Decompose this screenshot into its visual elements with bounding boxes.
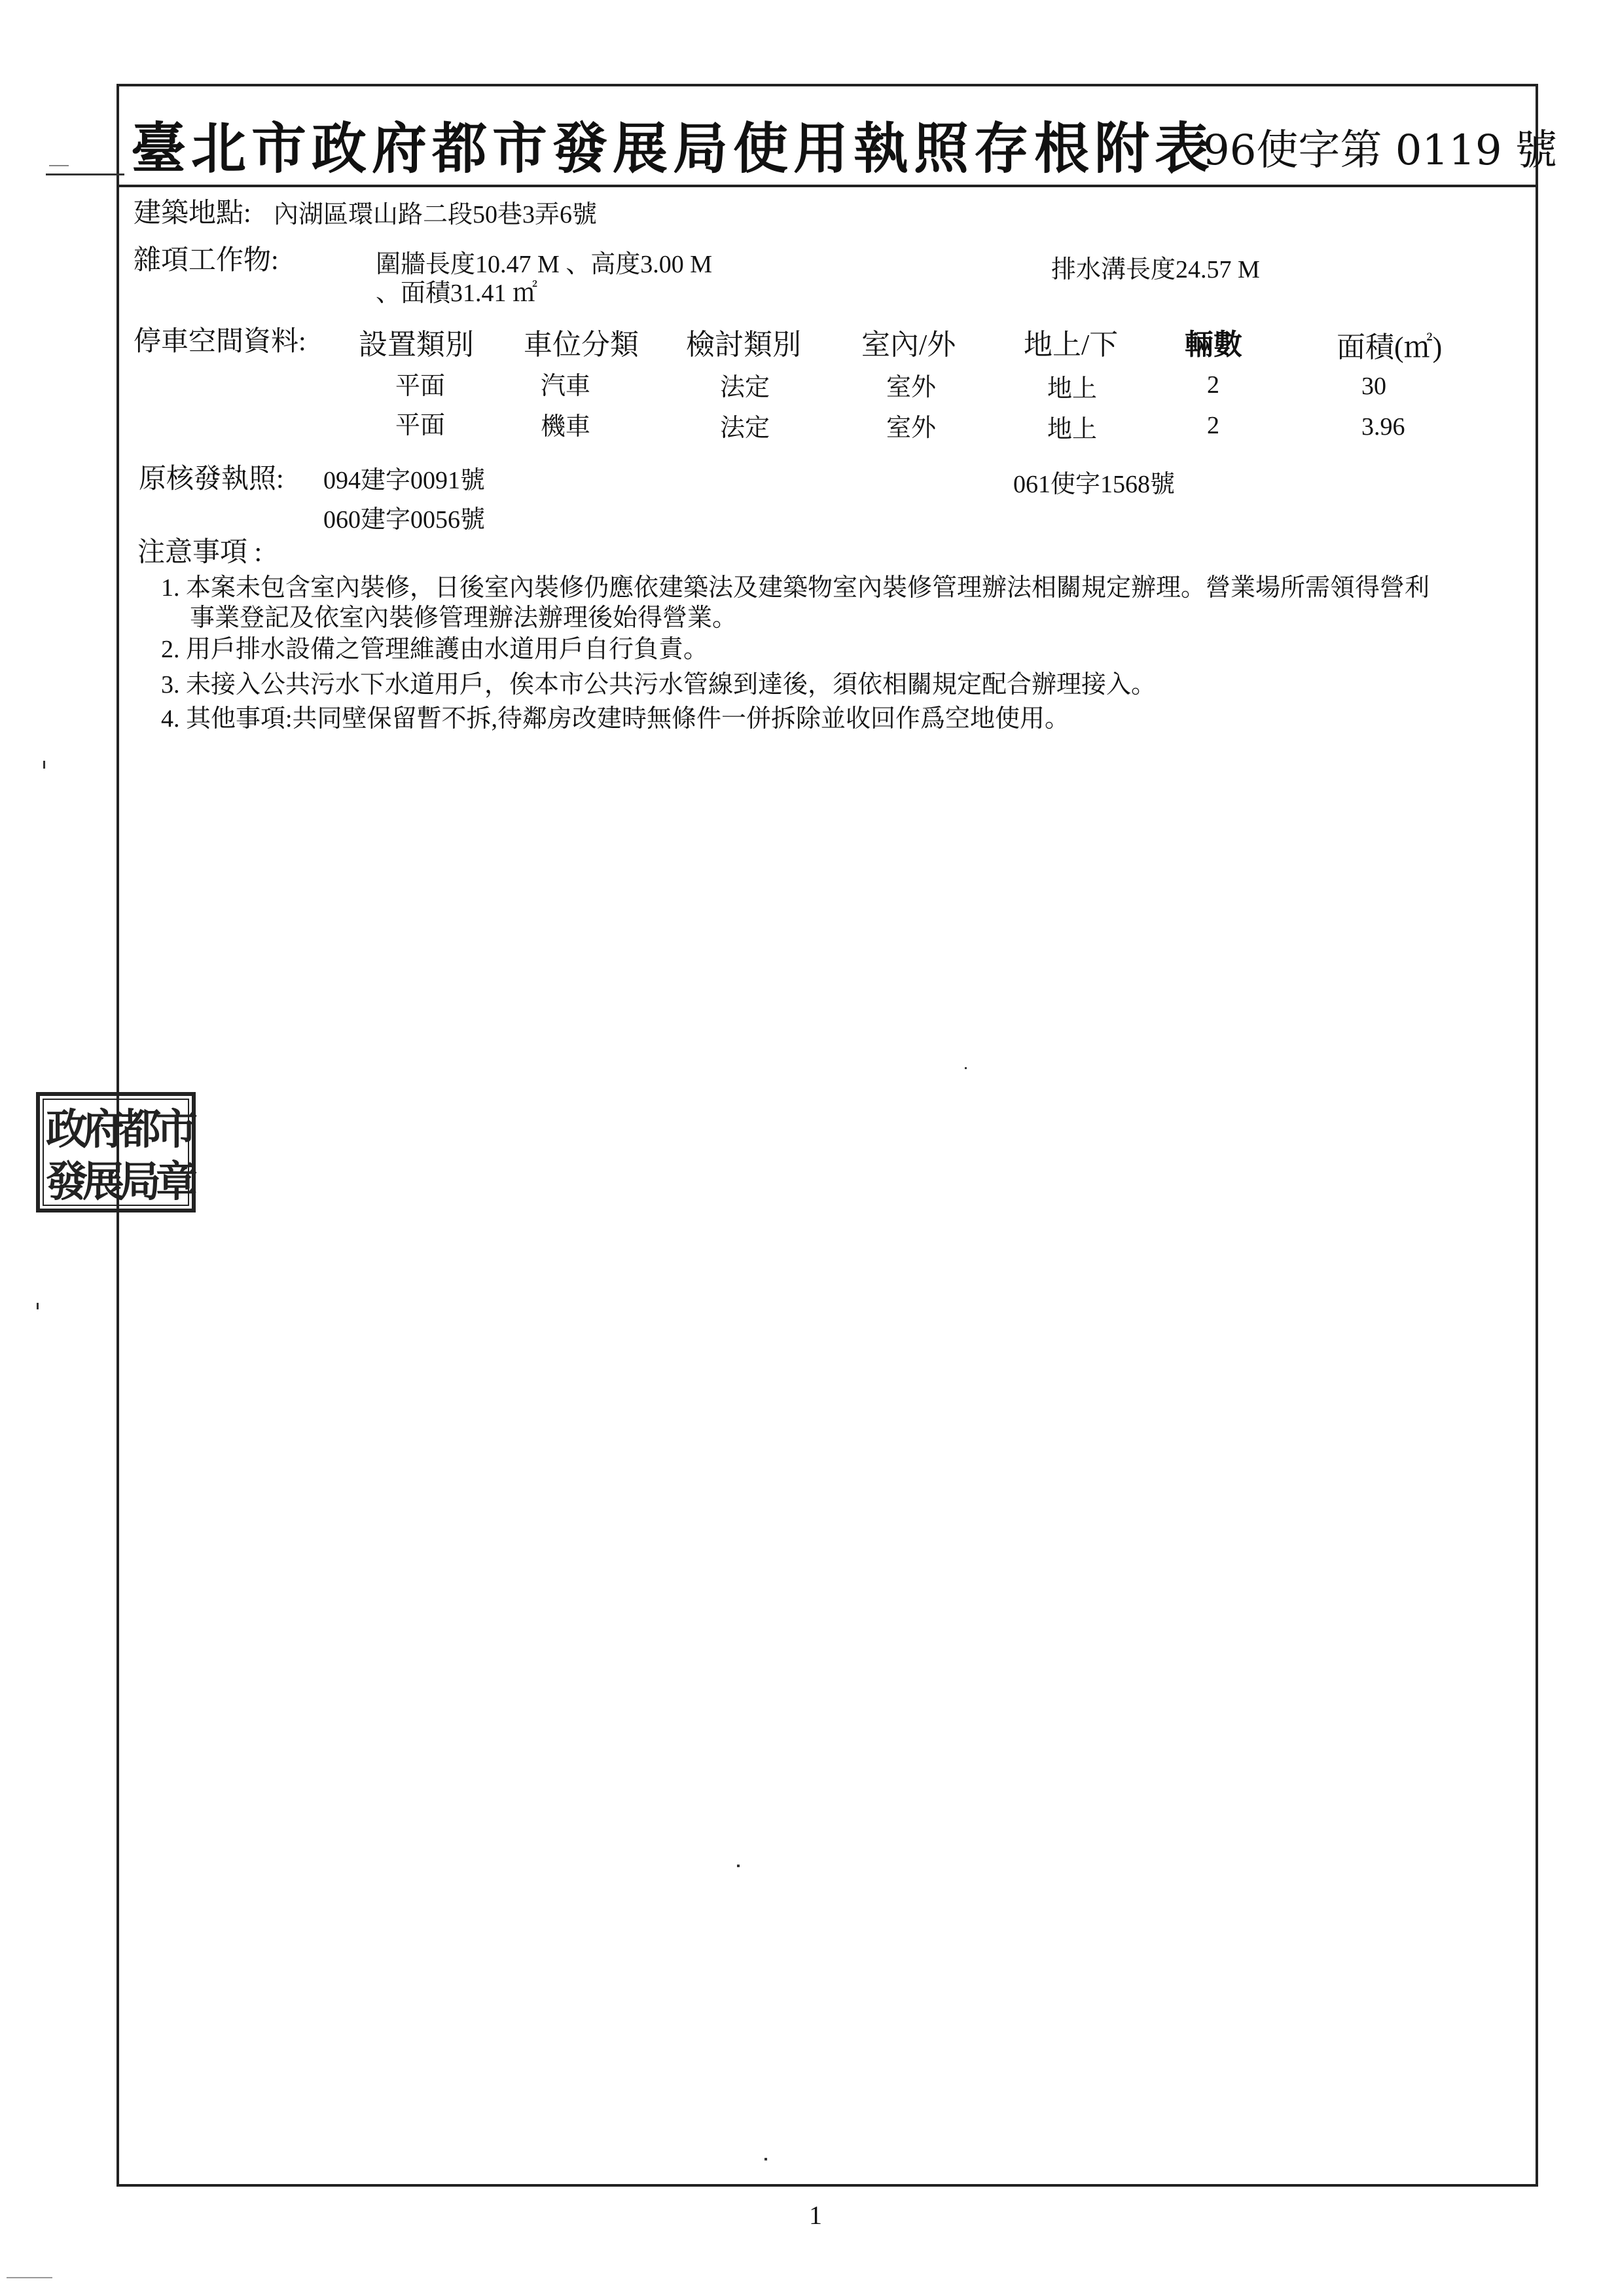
note-1: 1. 本案未包含室內裝修，日後室內裝修仍應依建築法及建築物室內裝修管理辦法相關規定辦理。營業場所需領得營利: [161, 574, 1430, 602]
svg-text:市: 市: [156, 1105, 198, 1154]
parking-header-indoor: 室內/外: [861, 329, 956, 361]
misc-works-label: 雜項工作物:: [134, 246, 279, 276]
scan-dot: [43, 761, 45, 769]
parking-header-review: 檢討類別: [686, 329, 801, 361]
parking-row-2-count: 2: [1207, 412, 1219, 439]
parking-row-1-count: 2: [1207, 371, 1219, 399]
original-license-3: 061使字1568號: [1013, 471, 1176, 498]
parking-row-2-area: 3.96: [1361, 413, 1405, 441]
document-title: 臺北市政府都市發展局使用執照存根附表: [131, 116, 1215, 181]
parking-header-level: 地上/下: [1024, 329, 1119, 361]
document-frame: [117, 84, 1538, 2187]
parking-row-2-indoor: 室外: [886, 414, 937, 442]
location-label: 建築地點:: [134, 198, 251, 228]
note-1-continued: 事業登記及依室內裝修管理辦法辦理後始得營業。: [190, 604, 738, 632]
svg-text:發: 發: [46, 1157, 88, 1207]
notes-label: 注意事項 :: [137, 538, 262, 568]
note-3: 3. 未接入公共污水下水道用戶，俟本市公共污水管線到達後，須依相關規定配合辦理接入。: [161, 671, 1157, 699]
scan-dot: [764, 2158, 767, 2160]
parking-row-2-type: 平面: [395, 412, 446, 439]
svg-text:政: 政: [46, 1105, 88, 1154]
parking-header-area: 面積(㎡): [1337, 331, 1443, 363]
scan-mark: [7, 2277, 52, 2278]
parking-header-category: 車位分類: [524, 329, 639, 361]
title-divider: [117, 185, 1538, 187]
original-license-1: 094建字0091號: [323, 467, 486, 494]
svg-text:局: 局: [119, 1157, 161, 1207]
parking-row-1-area: 30: [1361, 373, 1386, 400]
location-value: 內湖區環山路二段50巷3弄6號: [274, 201, 598, 228]
svg-text:府: 府: [82, 1105, 124, 1154]
svg-text:展: 展: [82, 1157, 124, 1207]
parking-header-count: 輛數: [1185, 329, 1242, 361]
parking-label: 停車空間資料:: [134, 327, 306, 357]
parking-row-1-category: 汽車: [541, 373, 591, 400]
svg-text:都: 都: [119, 1105, 161, 1154]
parking-row-2-review: 法定: [720, 414, 770, 442]
parking-row-2-category: 機車: [541, 413, 591, 441]
scan-mark: [46, 173, 124, 175]
scan-dot: [965, 1067, 967, 1069]
note-4: 4. 其他事項:共同壁保留暫不拆,待鄰房改建時無條件一併拆除並收回作爲空地使用。: [161, 705, 1070, 733]
page-number: 1: [809, 2200, 822, 2230]
misc-works-fence: 圍牆長度10.47 M 、高度3.00 M: [376, 251, 713, 278]
license-number: 96使字第 0119 號: [1203, 126, 1557, 175]
note-2: 2. 用戶排水設備之管理維護由水道用戶自行負責。: [161, 636, 709, 663]
scan-dot: [37, 1303, 39, 1309]
misc-works-area: 、面積31.41 ㎡: [376, 280, 538, 307]
parking-row-1-review: 法定: [720, 374, 770, 401]
parking-header-type: 設置類別: [359, 329, 474, 361]
original-license-label: 原核發執照:: [139, 464, 284, 494]
official-seal-stamp: [34, 1090, 198, 1214]
parking-row-2-level: 地上: [1047, 416, 1098, 443]
svg-text:章: 章: [156, 1157, 198, 1207]
scan-dot: [737, 1865, 740, 1867]
parking-row-1-indoor: 室外: [886, 374, 937, 401]
original-license-2: 060建字0056號: [323, 506, 486, 534]
parking-row-1-type: 平面: [395, 373, 446, 400]
misc-works-drain: 排水溝長度24.57 M: [1051, 256, 1260, 283]
scan-mark: [49, 165, 69, 166]
parking-row-1-level: 地上: [1047, 375, 1098, 403]
